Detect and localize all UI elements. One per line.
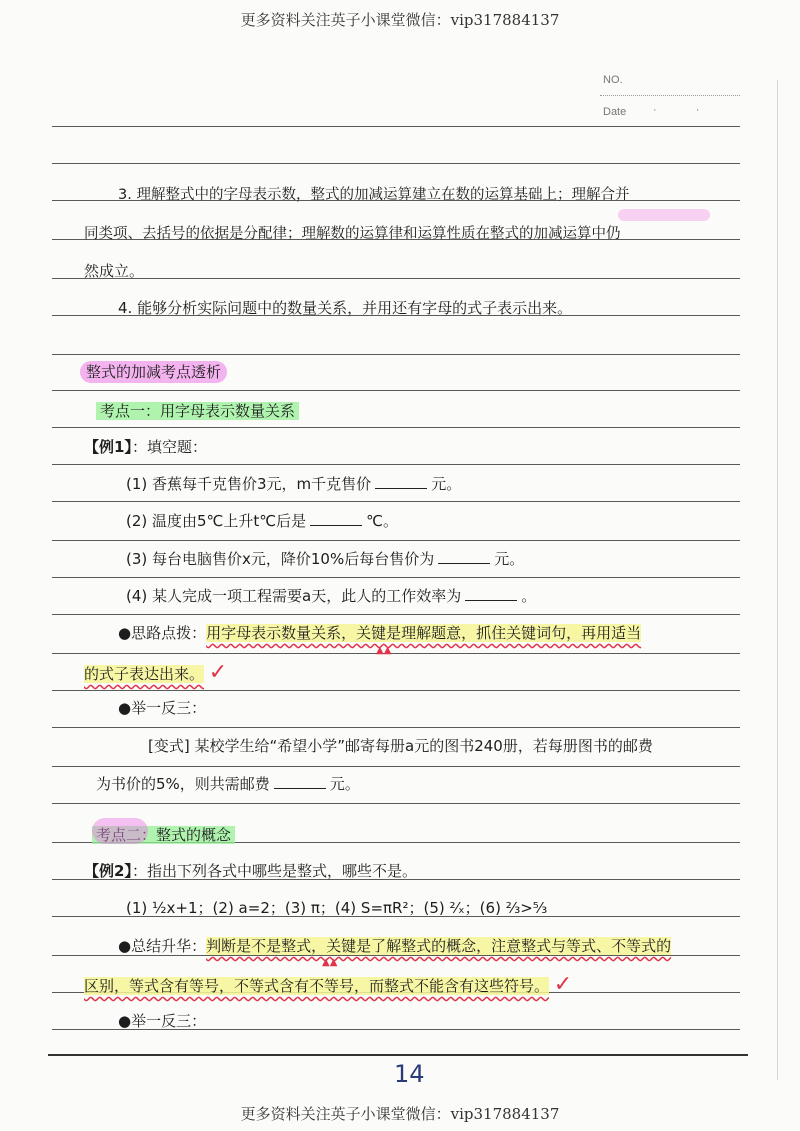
bottom-banner: 更多资料关注英子小课堂微信：vip317884137 [240, 1105, 560, 1123]
no-label: NO. [603, 74, 623, 86]
page-number: 14 [394, 1060, 425, 1088]
point-1-title: 考点一：用字母表示数量关系 [96, 400, 299, 421]
variant-line-1: [变式] 某校学生给“希望小学”邮寄每册a元的图书240册，若每册图书的邮费 [148, 737, 653, 755]
question-2: (2) 温度由5℃上升t℃后是 ℃。 [126, 512, 398, 530]
check-mark-icon: ✓ [553, 972, 573, 997]
goal-3-line-1: 3. 理解整式中的字母表示数，整式的加减运算建立在数的运算基础上；理解合并 [118, 187, 630, 203]
goal-4: 4. 能够分析实际问题中的数量关系，并用还有字母的式子表示出来。 [118, 299, 573, 317]
example-2-expressions: (1) ½x+1；(2) a=2；(3) π；(4) S=πR²；(5) ²⁄ₓ；(6) ²⁄₃>⁵⁄₃ [126, 899, 548, 917]
tip-line-2: 的式子表达出来。 ✓ [84, 660, 228, 685]
emphasis-arrow-icon: ▲▲ [322, 957, 338, 968]
no-dotted-line [600, 95, 740, 96]
check-mark-icon: ✓ [208, 660, 228, 685]
date-dots: · · [653, 104, 718, 116]
top-banner: 更多资料关注英子小课堂微信：vip317884137 [240, 11, 560, 29]
variant-line-2: 为书价的5%，则共需邮费 元。 [96, 775, 360, 793]
date-label: Date [603, 106, 627, 118]
footer-rule [48, 1054, 748, 1056]
emphasis-arrow-icon: ▲▲ [376, 645, 392, 656]
section-title: 整式的加减考点透析 [80, 361, 227, 382]
goal-3-line-3: 然成立。 [84, 262, 145, 280]
point-2-title: 考点二：整式的概念 [92, 824, 235, 845]
practice-label-2: ●举一反三： [118, 1012, 207, 1030]
example-2-heading: 【例2】：指出下列各式中哪些是整式，哪些不是。 [84, 862, 417, 880]
pink-highlight-mark [618, 209, 710, 221]
question-3: (3) 每台电脑售价x元，降价10%后每台售价为 元。 [126, 550, 525, 568]
summary-line-1: ●总结升华：判断是不是整式，关键是了解整式的概念，注意整式与等式、不等式的 [118, 937, 672, 955]
goal-3-line-2: 同类项、去括号的依据是分配律；理解数的运算律和运算性质在整式的加减运算中仍 [84, 226, 621, 242]
example-1-heading: 【例1】：填空题： [84, 438, 207, 456]
question-4: (4) 某人完成一项工程需要a天，此人的工作效率为 。 [126, 587, 537, 605]
page-edge-line [777, 80, 778, 1080]
summary-line-2: 区别，等式含有等号，不等式含有不等号，而整式不能含有这些符号。 ✓ [84, 972, 573, 997]
pink-highlight-mark [92, 818, 148, 844]
practice-label-1: ●举一反三： [118, 699, 207, 717]
tip-line-1: ●思路点拨：用字母表示数量关系，关键是理解题意，抓住关键词句，再用适当 [118, 624, 642, 642]
question-1: (1) 香蕉每千克售价3元，m千克售价 元。 [126, 475, 462, 493]
